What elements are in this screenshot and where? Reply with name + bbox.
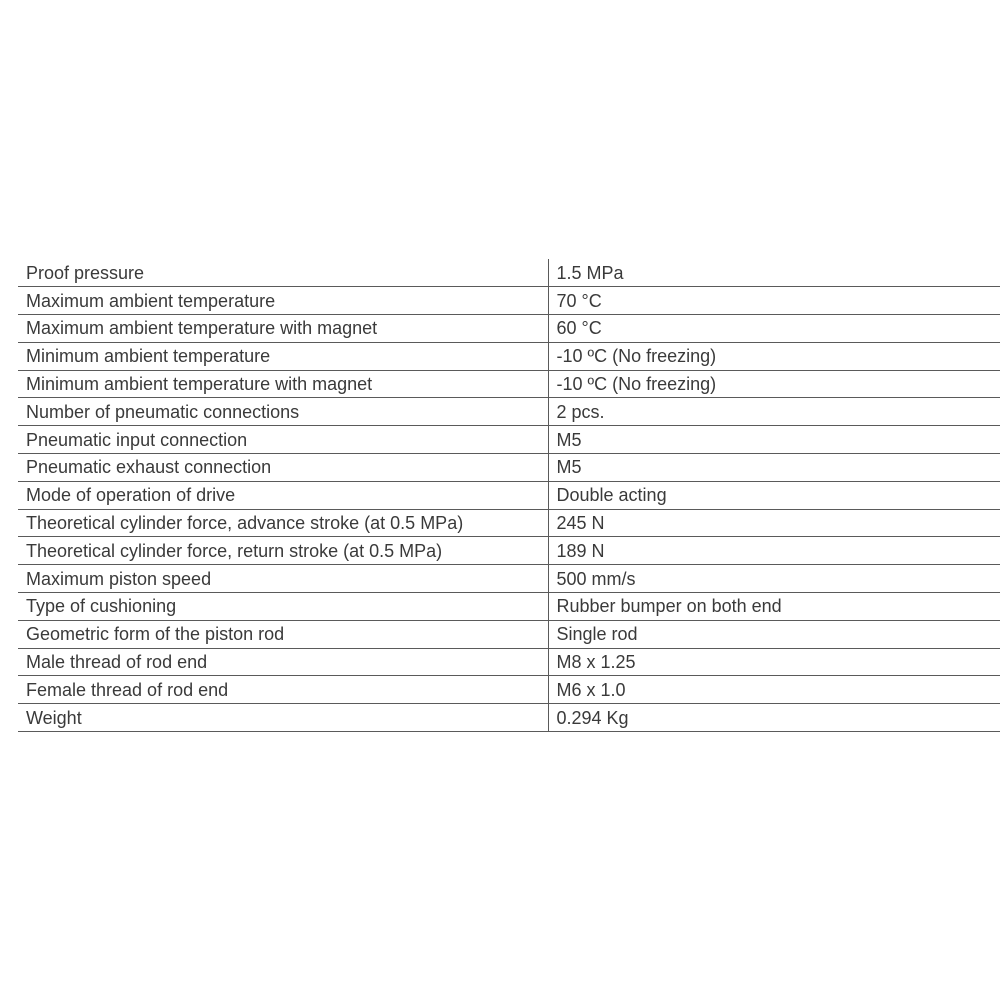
- spec-value: Rubber bumper on both end: [548, 593, 1000, 621]
- spec-value: -10 ºC (No freezing): [548, 342, 1000, 370]
- spec-value: 60 °C: [548, 315, 1000, 343]
- spec-label: Geometric form of the piston rod: [18, 620, 548, 648]
- table-row: [18, 620, 1000, 648]
- spec-value: 2 pcs.: [548, 398, 1000, 426]
- spec-value: 245 N: [548, 509, 1000, 537]
- table-row: [18, 537, 1000, 565]
- spec-value: Single rod: [548, 620, 1000, 648]
- spec-value: M6 x 1.0: [548, 676, 1000, 704]
- spec-label: Maximum piston speed: [18, 565, 548, 593]
- spec-value: M5: [548, 454, 1000, 482]
- spec-label: Mode of operation of drive: [18, 481, 548, 509]
- spec-label: Type of cushioning: [18, 593, 548, 621]
- table-row: [18, 704, 1000, 732]
- table-row: [18, 287, 1000, 315]
- table-row: [18, 676, 1000, 704]
- spec-value: Double acting: [548, 481, 1000, 509]
- spec-value: 1.5 MPa: [548, 259, 1000, 287]
- spec-label: Number of pneumatic connections: [18, 398, 548, 426]
- spec-label: Maximum ambient temperature: [18, 287, 548, 315]
- spec-label: Proof pressure: [18, 259, 548, 287]
- spec-label: Female thread of rod end: [18, 676, 548, 704]
- spec-table: [18, 259, 1000, 732]
- spec-value: M8 x 1.25: [548, 648, 1000, 676]
- spec-value: -10 ºC (No freezing): [548, 370, 1000, 398]
- table-row: [18, 342, 1000, 370]
- table-row: [18, 454, 1000, 482]
- table-row: [18, 481, 1000, 509]
- table-row: [18, 259, 1000, 287]
- table-row: [18, 648, 1000, 676]
- table-row: [18, 593, 1000, 621]
- spec-value: 500 mm/s: [548, 565, 1000, 593]
- table-row: [18, 315, 1000, 343]
- spec-value: M5: [548, 426, 1000, 454]
- spec-label: Pneumatic input connection: [18, 426, 548, 454]
- spec-value: 189 N: [548, 537, 1000, 565]
- spec-label: Male thread of rod end: [18, 648, 548, 676]
- spec-label: Maximum ambient temperature with magnet: [18, 315, 548, 343]
- spec-value: 0.294 Kg: [548, 704, 1000, 732]
- spec-label: Theoretical cylinder force, advance stroke (at 0.5 MPa): [18, 509, 548, 537]
- spec-label: Minimum ambient temperature: [18, 342, 548, 370]
- spec-label: Pneumatic exhaust connection: [18, 454, 548, 482]
- table-row: [18, 509, 1000, 537]
- table-row: [18, 426, 1000, 454]
- spec-label: Weight: [18, 704, 548, 732]
- spec-value: 70 °C: [548, 287, 1000, 315]
- table-row: [18, 565, 1000, 593]
- table-row: [18, 370, 1000, 398]
- spec-label: Minimum ambient temperature with magnet: [18, 370, 548, 398]
- table-row: [18, 398, 1000, 426]
- spec-label: Theoretical cylinder force, return stroke (at 0.5 MPa): [18, 537, 548, 565]
